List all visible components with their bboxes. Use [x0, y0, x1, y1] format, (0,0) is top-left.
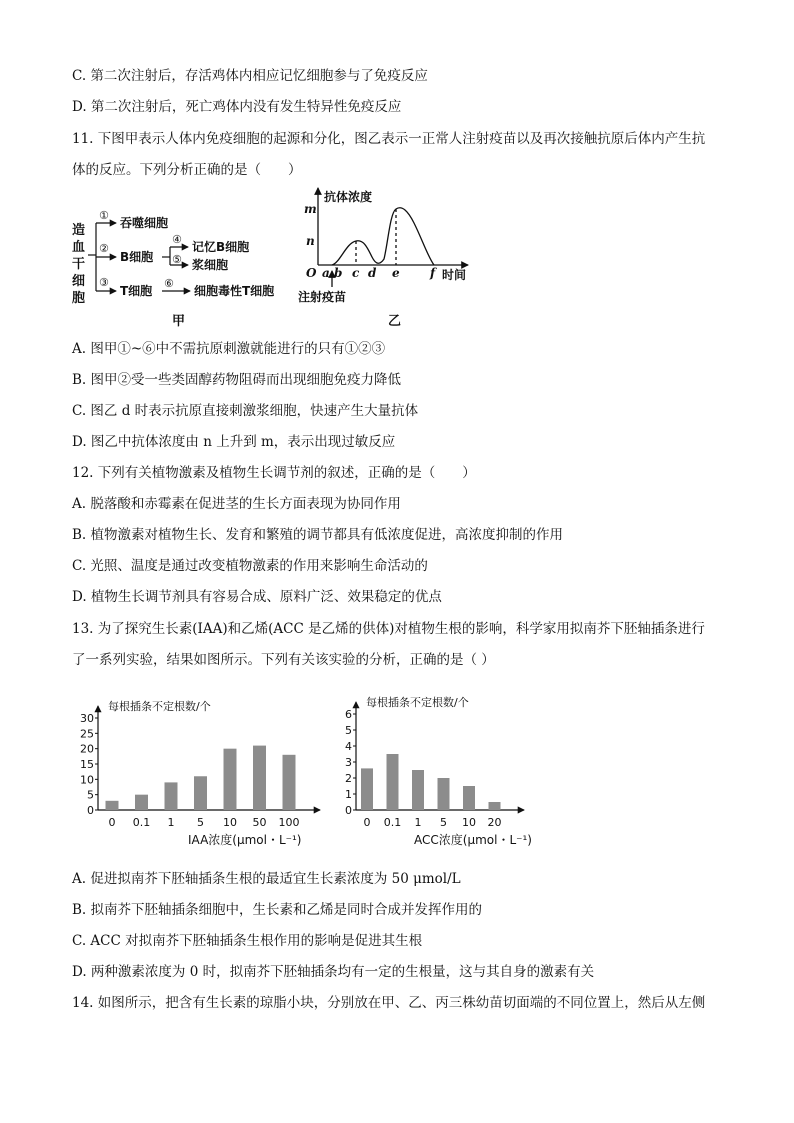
acc-bar-5: [438, 778, 450, 810]
iaa-bar-0.1: [135, 795, 148, 810]
q12-option-b: B. 植物激素对植物生长、发育和繁殖的调节都具有低浓度促进，高浓度抑制的作用: [72, 527, 564, 543]
iaa-x-tick-10: 10: [223, 816, 237, 829]
step-1: ①: [99, 209, 109, 222]
q11-option-d: D. 图乙中抗体浓度由 n 上升到 m，表示出现过敏反应: [72, 434, 396, 450]
figure-jia-caption: 甲: [172, 314, 186, 329]
iaa-y-tick-25: 25: [80, 727, 94, 741]
acc-y-tick-0: 0: [345, 804, 352, 817]
acc-y-tick-2: 2: [345, 772, 352, 785]
iaa-y-tick-30: 30: [80, 712, 94, 725]
acc-x-tick-1: 1: [414, 816, 422, 829]
question-12-stem: 12. 下列有关植物激素及植物生长调节剂的叙述，正确的是（ ）: [72, 465, 476, 481]
acc-bar-1: [412, 770, 424, 810]
acc-x-tick-5: 5: [440, 816, 447, 829]
x-tick-b: b: [334, 266, 343, 280]
q11-option-a: A. 图甲①~⑥中不需抗原刺激就能进行的只有①②③: [72, 341, 386, 357]
figure-jia-diagram: [66, 205, 296, 330]
option-d-prev: D. 第二次注射后，死亡鸡体内没有发生特异性免疫反应: [72, 99, 402, 115]
acc-x-tick-20: 20: [487, 816, 502, 829]
y-tick-m: m: [304, 202, 317, 216]
iaa-x-label: IAA浓度(μmol・L⁻¹): [188, 833, 302, 847]
origin-char-2: 血: [72, 240, 86, 255]
acc-bar-chart: [334, 688, 560, 850]
option-c-prev: C. 第二次注射后，存活鸡体内相应记忆细胞参与了免疫反应: [72, 68, 428, 84]
question-11-stem: 11. 下图甲表示人体内免疫细胞的起源和分化，图乙表示一正常人注射疫苗以及再次接触抗原后体内产生抗: [72, 131, 706, 147]
origin-char-3: 干: [72, 257, 86, 272]
question-14-stem: 14. 如图所示，把含有生长素的琼脂小块，分别放在甲、乙、丙三株幼苗切面端的不同位置上，然后从左侧: [72, 995, 706, 1011]
acc-y-tick-4: 4: [345, 740, 352, 753]
iaa-bar-10: [224, 749, 237, 810]
iaa-y-tick-10: 10: [80, 773, 94, 787]
cell-cytotoxic-t: 细胞毒性T细胞: [194, 284, 275, 298]
iaa-x-tick-1: 1: [167, 816, 175, 829]
acc-y-tick-3: 3: [345, 756, 352, 769]
x-tick-e: e: [392, 266, 400, 280]
vaccine-annotation: 注射疫苗: [298, 290, 347, 304]
x-tick-d: d: [368, 266, 377, 280]
question-13-stem: 13. 为了探究生长素(IAA)和乙烯(ACC 是乙烯的供体)对植物生根的影响，科学家用拟南芥下胚轴插条进行: [72, 621, 705, 637]
y-axis-label: 抗体浓度: [324, 190, 373, 204]
cell-memory-b: 记忆B细胞: [192, 240, 250, 254]
iaa-y-tick-20: 20: [80, 742, 94, 756]
iaa-bar-100: [283, 755, 296, 810]
x-tick-c: c: [352, 266, 360, 280]
acc-y-tick-5: 5: [345, 724, 352, 737]
origin-char-4: 细: [72, 274, 86, 289]
iaa-bar-5: [194, 776, 207, 810]
iaa-title: 每根插条不定根数/个: [108, 700, 211, 713]
q12-option-c: C. 光照、温度是通过改变植物激素的作用来影响生命活动的: [72, 558, 428, 574]
q13-option-d: D. 两种激素浓度为 0 时，拟南芥下胚轴插条均有一定的生根量，这与其自身的激素有关: [72, 964, 595, 980]
acc-bar-0.1: [387, 754, 399, 810]
step-5: ⑤: [172, 253, 182, 266]
x-tick-a: a: [322, 266, 330, 280]
iaa-x-tick-5: 5: [197, 816, 204, 829]
x-tick-f: f: [430, 266, 436, 280]
iaa-x-tick-0.1: 0.1: [132, 816, 151, 829]
x-tick-o: O: [306, 266, 317, 280]
acc-bar-10: [463, 786, 475, 810]
iaa-x-tick-50: 50: [252, 816, 267, 829]
acc-bar-0: [361, 768, 373, 810]
acc-x-tick-10: 10: [462, 816, 476, 829]
question-11-stem-cont: 体的反应。下列分析正确的是（ ）: [72, 162, 302, 178]
acc-x-tick-0.1: 0.1: [383, 816, 402, 829]
acc-y-tick-6: 6: [345, 708, 352, 721]
step-3: ③: [99, 276, 109, 289]
step-4: ④: [172, 233, 182, 246]
q13-option-c: C. ACC 对拟南芥下胚轴插条生根作用的影响是促进其生根: [72, 933, 423, 949]
question-13-stem-cont: 了一系列实验，结果如图所示。下列有关该实验的分析，正确的是（ ）: [72, 652, 495, 668]
y-tick-n: n: [306, 234, 315, 248]
figure-yi-graph: [296, 183, 486, 331]
step-6: ⑥: [164, 277, 174, 290]
step-2: ②: [99, 242, 109, 255]
cell-plasma: 浆细胞: [192, 258, 229, 272]
acc-x-tick-0: 0: [363, 816, 371, 829]
iaa-x-tick-0: 0: [108, 816, 116, 829]
iaa-bar-0: [106, 801, 119, 810]
iaa-y-tick-15: 15: [80, 758, 94, 771]
figure-yi-caption: 乙: [388, 314, 402, 329]
q12-option-d: D. 植物生长调节剂具有容易合成、原料广泛、效果稳定的优点: [72, 589, 442, 605]
acc-bar-20: [489, 802, 501, 810]
acc-x-label: ACC浓度(μmol・L⁻¹): [414, 833, 532, 847]
cell-phagocyte: 吞噬细胞: [120, 216, 169, 230]
acc-y-tick-1: 1: [345, 788, 352, 801]
q13-option-b: B. 拟南芥下胚轴插条细胞中，生长素和乙烯是同时合成并发挥作用的: [72, 902, 483, 918]
origin-char-5: 胞: [72, 291, 86, 306]
iaa-y-tick-0: 0: [87, 804, 94, 817]
x-axis-label: 时间: [442, 268, 467, 282]
q11-option-c: C. 图乙 d 时表示抗原直接刺激浆细胞，快速产生大量抗体: [72, 403, 419, 419]
q11-option-b: B. 图甲②受一些类固醇药物阻碍而出现细胞免疫力降低: [72, 372, 402, 388]
origin-char-1: 造: [72, 223, 86, 238]
iaa-y-tick-5: 5: [87, 788, 94, 802]
q12-option-a: A. 脱落酸和赤霉素在促进茎的生长方面表现为协同作用: [72, 496, 401, 512]
cell-t: T细胞: [120, 284, 153, 298]
q13-option-a: A. 促进拟南芥下胚轴插条生根的最适宜生长素浓度为 50 μmol/L: [72, 871, 461, 887]
iaa-bar-1: [165, 782, 178, 810]
cell-b: B细胞: [120, 250, 154, 264]
iaa-x-tick-100: 100: [278, 816, 300, 829]
iaa-bar-chart: [70, 688, 330, 850]
iaa-bar-50: [253, 746, 266, 810]
acc-title: 每根插条不定根数/个: [366, 696, 469, 709]
